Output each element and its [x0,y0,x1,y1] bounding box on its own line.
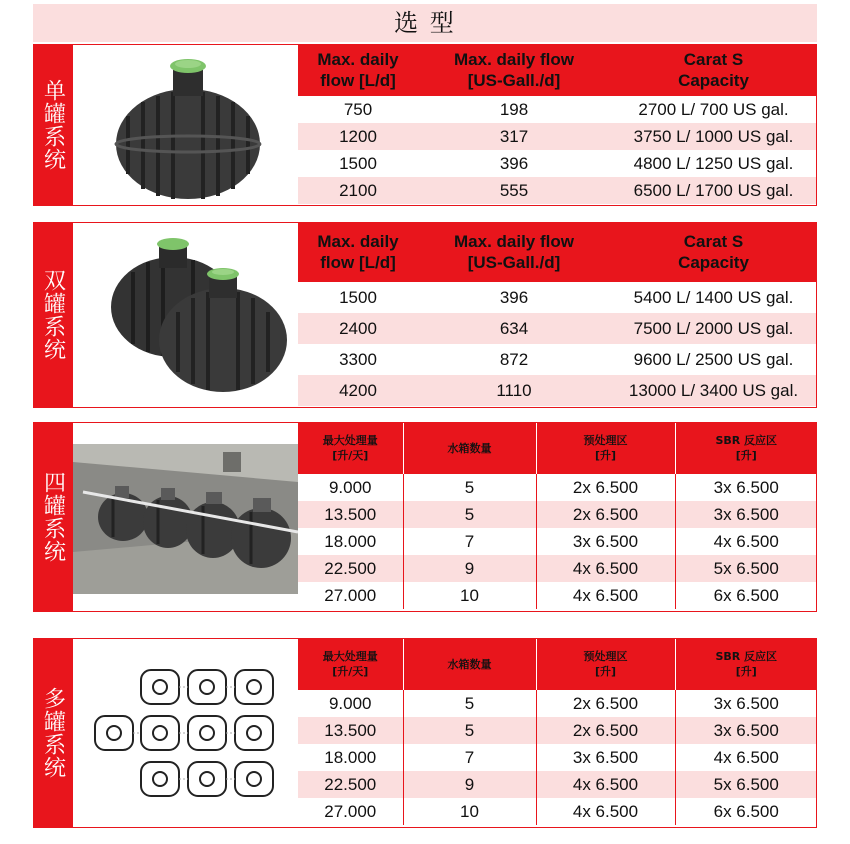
multi-tank-section [33,638,817,828]
table-row: 18.000 7 3x 6.500 4x 6.500 [298,744,817,771]
header-flow-usgal: Max. daily flow [454,232,574,251]
header-tank-count: 水箱数量 [447,657,492,671]
table-row: 27.000 10 4x 6.500 6x 6.500 [298,582,817,609]
header-sbr-zone: SBR 反应区 [715,650,778,663]
header-sbr-zone: SBR 反应区 [715,434,778,447]
double-tank-table: Max. daily flow [L/d] Max. daily flow [US-Gall./d] Carat S Capacity 1500 396 5400 L/ 1400 US gal. 2400 634 7500 L/ 2000 US gal. 3300 872 9600 L/ 2500 US gal. 4200 1110 13000 L/ 3400 US gal. [298,222,817,406]
table-row: 1500 396 5400 L/ 1400 US gal. [298,282,817,313]
header-flow-ld: Max. daily [317,232,399,251]
page-title: 选 型 [33,4,817,42]
header-max-capacity: 最大处理量 [322,434,378,447]
table-row: 4200 1110 13000 L/ 3400 US gal. [298,375,817,406]
double-tank-section [33,222,817,408]
table-row: 27.000 10 4x 6.500 6x 6.500 [298,798,817,825]
four-tank-image [73,422,298,612]
single-tank-image [73,44,298,206]
header-tank-count: 水箱数量 [447,441,492,455]
header-max-capacity: 最大处理量 [322,650,378,663]
table-row: 1500 396 4800 L/ 1250 US gal. [298,150,817,177]
table-row: 2100 555 6500 L/ 1700 US gal. [298,177,817,204]
header-flow-usgal: Max. daily flow [454,50,574,69]
header-pretreatment: 预处理区 [583,434,628,447]
four-tank-table: 最大处理量 [升/天] 水箱数量 预处理区 [升] SBR 反应区 [升] 9.000 5 2x 6.500 3x 6.500 13.500 5 2x 6.500 3x 6.500 18.000 7 3x 6.500 4x 6.500 22.500 9 4x 6.500 5x 6.500 27.000 10 4x 6.500 6x 6.500 [298,422,817,609]
double-tank-image [73,222,298,408]
table-row: 22.500 9 4x 6.500 5x 6.500 [298,771,817,798]
table-row: 2400 634 7500 L/ 2000 US gal. [298,313,817,344]
table-row: 18.000 7 3x 6.500 4x 6.500 [298,528,817,555]
table-row: 13.500 5 2x 6.500 3x 6.500 [298,501,817,528]
multi-tank-table: 最大处理量 [升/天] 水箱数量 预处理区 [升] SBR 反应区 [升] 9.000 5 2x 6.500 3x 6.500 13.500 5 2x 6.500 3x 6.500 18.000 7 3x 6.500 4x 6.500 22.500 9 4x 6.500 5x 6.500 27.000 10 4x 6.500 6x 6.500 [298,638,817,825]
header-flow-ld: Max. daily [317,50,399,69]
table-row: 9.000 5 2x 6.500 3x 6.500 [298,474,817,501]
single-tank-section [33,44,817,206]
section-label: 多罐系统 [33,638,73,828]
table-row: 3300 872 9600 L/ 2500 US gal. [298,344,817,375]
four-tank-section [33,422,817,612]
header-capacity: Carat S [683,232,744,251]
table-row: 9.000 5 2x 6.500 3x 6.500 [298,690,817,717]
header-pretreatment: 预处理区 [583,650,628,663]
table-row: 1200 317 3750 L/ 1000 US gal. [298,123,817,150]
table-row: 13.500 5 2x 6.500 3x 6.500 [298,717,817,744]
multi-tank-image [73,638,298,828]
section-label: 双罐系统 [33,222,73,408]
section-label: 四罐系统 [33,422,73,612]
table-row: 22.500 9 4x 6.500 5x 6.500 [298,555,817,582]
single-tank-table: Max. daily flow [L/d] Max. daily flow [US-Gall./d] Carat S Capacity 750 198 2700 L/ 700 US gal. 1200 317 3750 L/ 1000 US gal. 1500 396 4800 L/ 1250 US gal. 2100 555 6500 L/ 1700 US gal. [298,44,817,204]
table-row: 750 198 2700 L/ 700 US gal. [298,96,817,123]
section-label: 单罐系统 [33,44,73,206]
header-capacity: Carat S [683,50,744,69]
